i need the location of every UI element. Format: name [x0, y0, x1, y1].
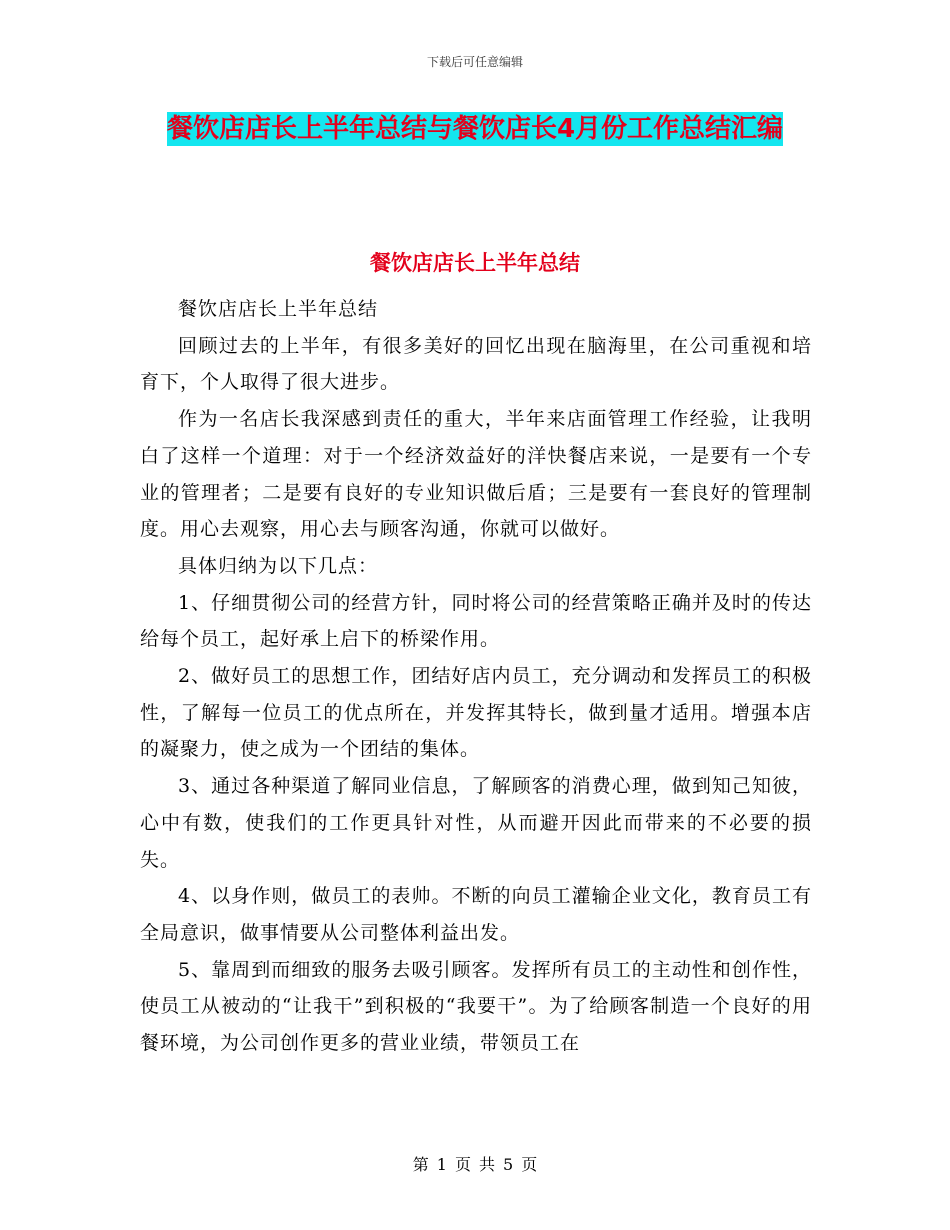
- paragraph: 5、靠周到而细致的服务去吸引顾客。发挥所有员工的主动性和创作性，使员工从被动的“让我干”到积极的“我要干”。为了给顾客制造一个良好的用餐环境，为公司创作更多的营业业绩，带领员工在: [140, 958, 812, 1055]
- paragraph: 4、以身作则，做员工的表帅。不断的向员工灌输企业文化，教育员工有全局意识，做事情要从公司整体利益出发。: [140, 885, 812, 944]
- footer-total-label: 共: [479, 1155, 496, 1174]
- footer-total-unit: 页: [521, 1155, 538, 1174]
- document-title: [140, 104, 810, 154]
- document-body: [140, 291, 812, 1062]
- paragraph: 2、做好员工的思想工作，团结好店内员工，充分调动和发挥员工的积极性，了解每一位员工的优点所在，并发挥其特长，做到量才适用。增强本店的凝聚力，使之成为一个团结的集体。: [140, 665, 812, 761]
- page-footer: [0, 1154, 950, 1176]
- paragraph: 1、仔细贯彻公司的经营方针，同时将公司的经营策略正确并及时的传达给每个员工，起好承上启下的桥梁作用。: [140, 591, 812, 651]
- paragraph: 餐饮店店长上半年总结: [178, 298, 379, 320]
- footer-page-label: 第: [412, 1155, 429, 1174]
- footer-total-pages: 5: [503, 1155, 514, 1174]
- paragraph: 回顾过去的上半年，有很多美好的回忆出现在脑海里，在公司重视和培育下，个人取得了很大进步。: [140, 334, 812, 394]
- section-title: 餐饮店店长上半年总结: [370, 251, 580, 275]
- paragraph: 3、通过各种渠道了解同业信息，了解顾客的消费心理，做到知己知彼，心中有数，使我们的工作更具针对性，从而避开因此而带来的不必要的损失。: [140, 775, 812, 871]
- footer-page-number: 1: [436, 1155, 447, 1174]
- header-note: 下载后可任意编辑: [426, 55, 523, 69]
- document-title-text: 餐饮店店长上半年总结与餐饮店长4月份工作总结汇编: [166, 114, 784, 144]
- footer-page-unit: 页: [454, 1155, 471, 1174]
- paragraph: 作为一名店长我深感到责任的重大，半年来店面管理工作经验，让我明白了这样一个道理：对于一个经济效益好的洋快餐店来说，一是要有一个专业的管理者；二是要有良好的专业知识做后盾；三是要有一套良好的管理制度。用心去观察，用心去与顾客沟通，你就可以做好。: [140, 408, 812, 541]
- paragraph: 具体归纳为以下几点：: [178, 554, 379, 577]
